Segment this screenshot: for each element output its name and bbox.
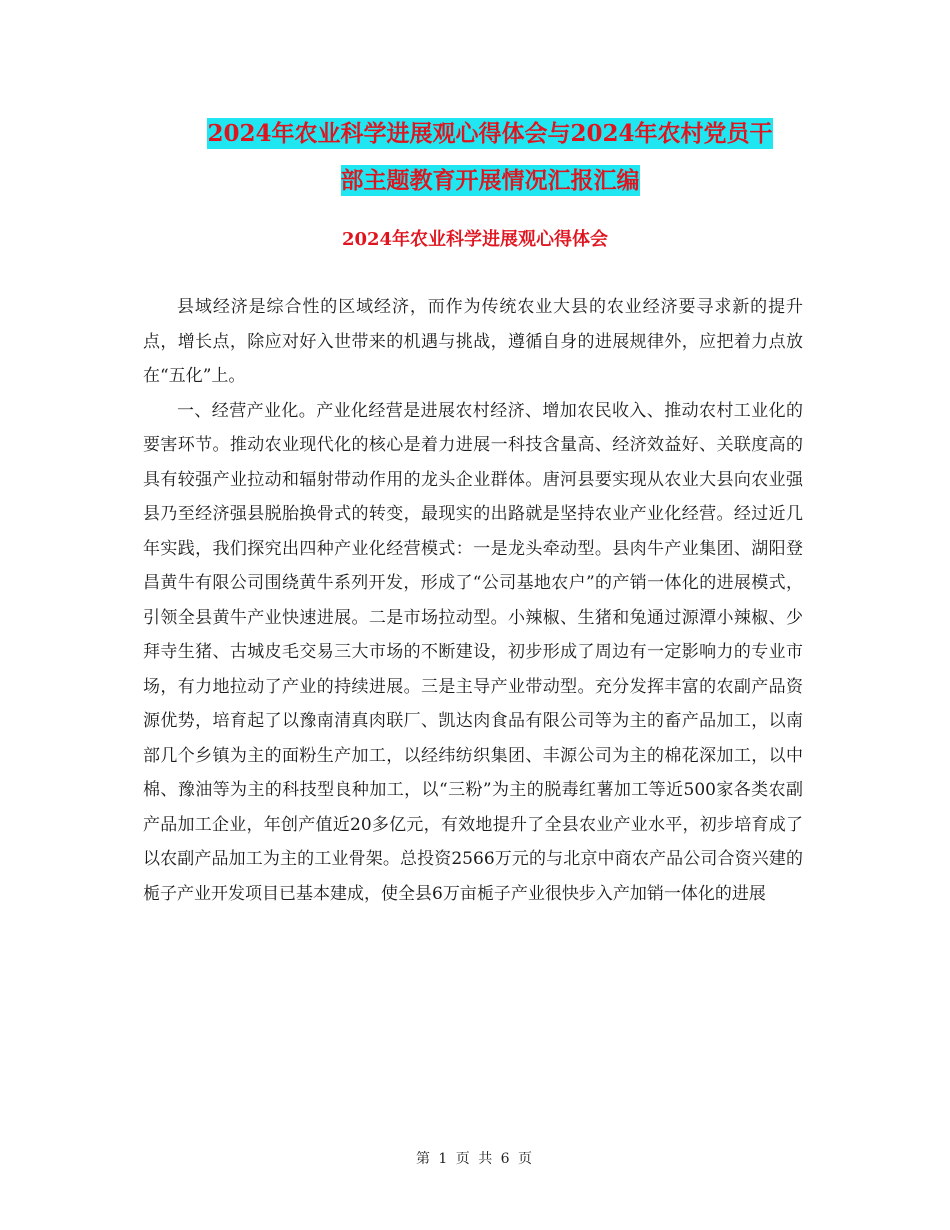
page-footer: 第 1 页 共 6 页 <box>415 1151 535 1167</box>
paragraph-intro: 县域经济是综合性的区域经济，而作为传统农业大县的农业经济要寻求新的提升点，增长点，除应对好入世带来的机遇与挑战，遵循自身的进展规律外，应把着力点放在“五化”上。 <box>143 297 803 386</box>
document-title <box>150 110 830 204</box>
title-line-1: 2024年农业科学进展观心得体会与2024年农村党员干 <box>207 120 773 147</box>
title-line-2: 部主题教育开展情况汇报汇编 <box>340 167 640 194</box>
paragraph-industrialization: 一、经营产业化。产业化经营是进展农村经济、增加农民收入、推动农村工业化的要害环节。推动农业现代化的核心是着力进展一科技含量高、经济效益好、关联度高的具有较强产业拉动和辐射带动作用的龙头企业群体。唐河县要实现从农业大县向农业强县乃至经济强县脱胎换骨式的转变，最现实的出路就是坚持农业产业化经营。经过近几年实践，我们探究出四种产业化经营模式：一是龙头牵动型。县肉牛产业集团、湖阳登昌黄牛有限公司围绕黄牛系列开发，形成了“公司基地农户”的产销一体化的进展模式，引领全县黄牛产业快速进展。二是市场拉动型。小辣椒、生猪和兔通过源潭小辣椒、少拜寺生猪、古城皮毛交易三大市场的不断建设，初步形成了周边有一定影响力的专业市场，有力地拉动了产业的持续进展。三是主导产业带动型。充分发挥丰富的农副产品资源优势，培育起了以豫南清真肉联厂、凯达肉食品有限公司等为主的畜产品加工，以南部几个乡镇为主的面粉生产加工，以经纬纺织集团、丰源公司为主的棉花深加工，以中棉、豫油等为主的科技型良种加工，以“三粉”为主的脱毒红薯加工等近500家各类农副产品加工企业，年创产值近20多亿元，有效地提升了全县农业产业水平，初步培育成了以农副产品加工为主的工业骨架。总投资2566万元的与北京中商农产品公司合资兴建的栀子产业开发项目已基本建成，使全县6万亩栀子产业很快步入产加销一体化的进展 <box>143 400 803 904</box>
section-title: 2024年农业科学进展观心得体会 <box>341 229 609 250</box>
body-text <box>143 290 803 911</box>
